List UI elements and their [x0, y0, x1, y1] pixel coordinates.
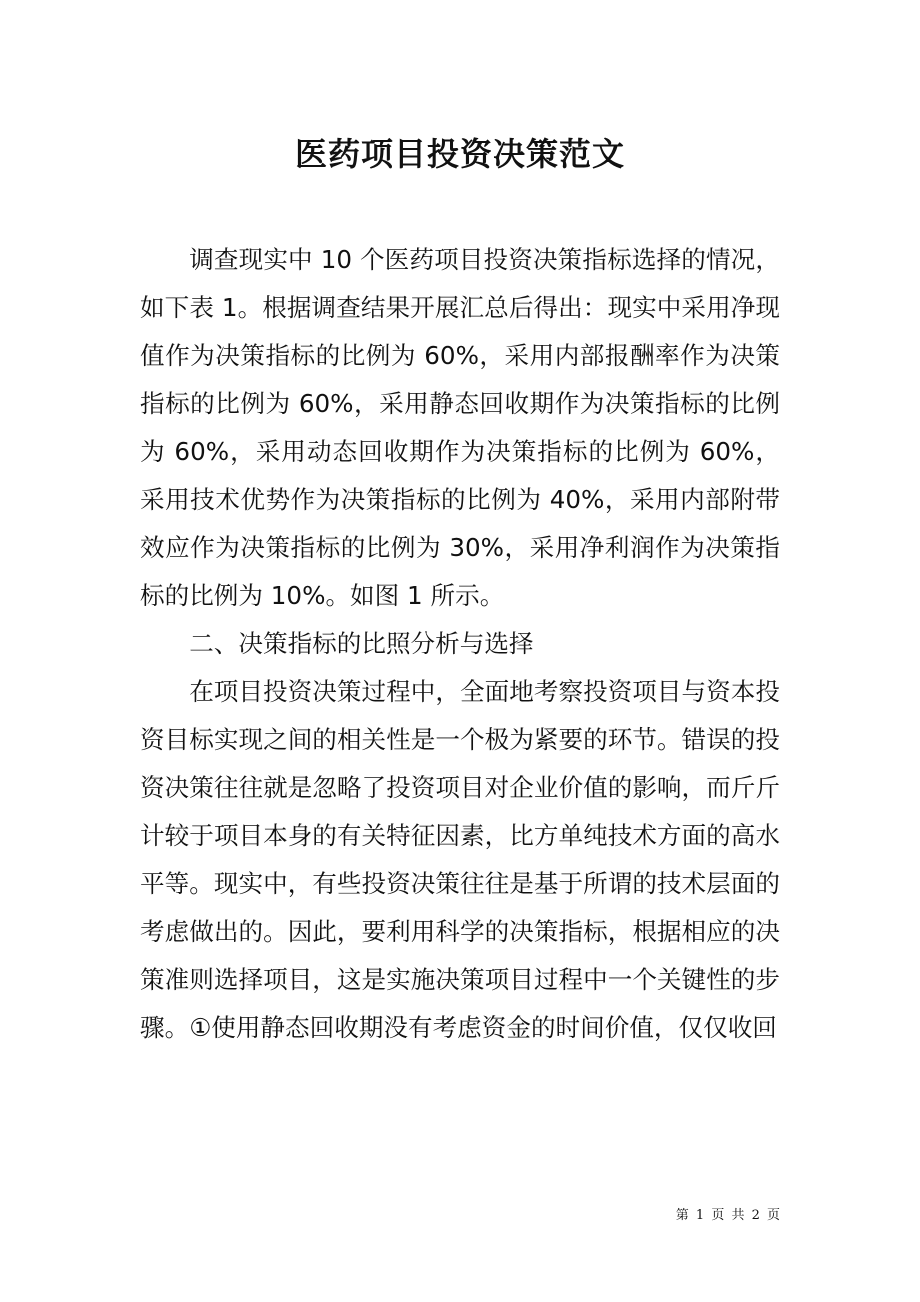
document-body — [140, 236, 780, 1052]
document-title: 医药项目投资决策范文 — [294, 135, 625, 173]
section-heading: 二、决策指标的比照分析与选择 — [189, 629, 534, 658]
page-number-footer: 第 1 页 共 2 页 — [675, 1208, 780, 1223]
paragraph-analysis: 在项目投资决策过程中，全面地考察投资项目与资本投资目标实现之间的相关性是一个极为紧要的环节。错误的投资决策往往就是忽略了投资项目对企业价值的影响，而斤斤计较于项目本身的有关特征因素，比方单纯技术方面的高水平等。现实中，有些投资决策往往是基于所谓的技术层面的考虑做出的。因此，要利用科学的决策指标，根据相应的决策准则选择项目，这是实施决策项目过程中一个关键性的步骤。①使用静态回收期没有考虑资金的时间价值，仅仅收回 — [140, 677, 780, 1042]
paragraph-survey: 调查现实中 10 个医药项目投资决策指标选择的情况，如下表 1。根据调查结果开展汇总后得出：现实中采用净现值作为决策指标的比例为 60%，采用内部报酬率作为决策指标的比例为 60%，采用静态回收期作为决策指标的比例为 60%，采用动态回收期作为决策指标的比例为 60%，采用技术优势作为决策指标的比例为 40%，采用内部附带效应作为决策指标的比例为 30%，采用净利润作为决策指标的比例为 10%。如图 1 所示。 — [140, 245, 780, 610]
